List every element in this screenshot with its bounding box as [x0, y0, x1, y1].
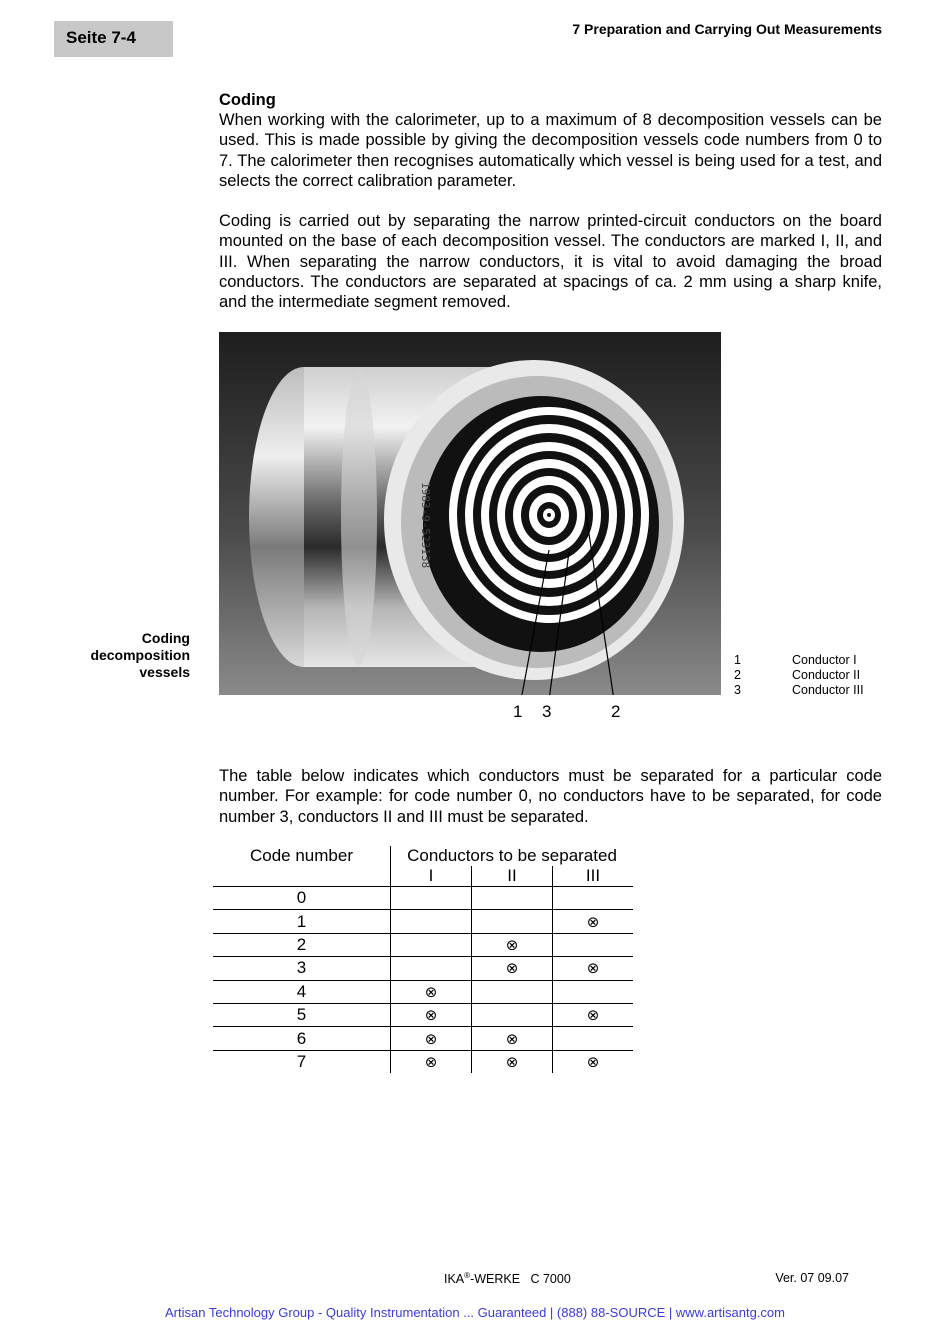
separation-mark-cell — [553, 933, 634, 956]
vessel-photo-illustration — [219, 332, 721, 695]
pointer-label-2: 2 — [611, 702, 621, 721]
legend-number: 3 — [734, 682, 741, 697]
code-number-cell: 7 — [296, 1051, 307, 1071]
legend-item — [734, 653, 864, 668]
table-row — [213, 1027, 633, 1050]
figure-legend — [734, 653, 864, 697]
legend-item — [734, 683, 864, 698]
legend-label: Conductor III — [792, 682, 864, 697]
separation-mark-cell: ⊗ — [553, 910, 634, 933]
registered-mark: ® — [464, 1271, 471, 1280]
chapter-title: 7 Preparation and Carrying Out Measurements — [572, 21, 882, 37]
separation-mark-cell: ⊗ — [391, 1003, 472, 1026]
footer-model: -WERKE C 7000 — [470, 1272, 571, 1287]
code-number-cell: 6 — [213, 1027, 391, 1050]
table-row — [213, 910, 633, 933]
paragraph-procedure: Coding is carried out by separating the narrow printed-circuit conductors on the board mounted on the base of each decomposition vessel. The conductors are marked I, II, and III. When separating the narrow conductors, it is vital to avoid damaging the broad conductors. The conductors are separated at spacings of ca. 2 mm using a sharp knife, and the intermediate segment removed. — [219, 212, 882, 312]
paragraph-table-intro: The table below indicates which conductors must be separated for a particular code number. For example: for code number 0, no conductors have to be separated, for code number 3, conductors II and III must be separated. — [219, 767, 882, 826]
page-number-tab: Seite 7-4 — [54, 21, 173, 57]
separation-mark-cell — [553, 887, 634, 910]
legend-label: Conductor II — [792, 667, 861, 682]
legend-label: Conductor I — [792, 653, 857, 667]
separation-mark-cell: ⊗ — [472, 1050, 553, 1073]
coding-table — [213, 846, 633, 1073]
separation-mark-cell — [553, 1027, 634, 1050]
code-number-cell: 3 — [213, 957, 391, 980]
figure-caption-line: Coding — [141, 630, 190, 646]
footer-link[interactable]: Artisan Technology Group - Quality Instrumentation ... Guaranteed | (888) 88-SOURCE | www.artisantg.com — [165, 1305, 785, 1320]
separation-mark-cell — [391, 887, 472, 910]
separation-mark-cell — [472, 887, 553, 910]
figure-caption-line: decomposition — [90, 647, 190, 663]
separation-mark-cell: ⊗ — [391, 980, 472, 1003]
table-row — [213, 957, 633, 980]
separation-mark-cell — [391, 910, 472, 933]
legend-item — [734, 668, 864, 683]
figure-caption-line: vessels — [139, 664, 190, 680]
separation-mark-cell — [553, 980, 634, 1003]
separation-mark-cell: ⊗ — [472, 957, 553, 980]
vessel-photo — [219, 332, 721, 695]
coding-table-body — [213, 887, 633, 1074]
code-number-cell: 1 — [213, 910, 391, 933]
footer-brand: IKA — [444, 1272, 465, 1287]
footer-product — [444, 1271, 571, 1286]
separation-mark-cell — [472, 980, 553, 1003]
subheader-conductor-ii: II — [472, 866, 553, 887]
legend-number: 1 — [734, 653, 741, 667]
separation-mark-cell: ⊗ — [472, 1027, 553, 1050]
separation-mark-cell: ⊗ — [472, 933, 553, 956]
code-number-cell: 4 — [213, 980, 391, 1003]
separation-mark-cell: ⊗ — [553, 1003, 634, 1026]
table-row — [213, 933, 633, 956]
figure-caption — [30, 630, 190, 681]
pointer-label-3: 3 — [542, 702, 552, 721]
code-number-cell: 5 — [213, 1003, 391, 1026]
paragraph-intro: When working with the calorimeter, up to a maximum of 8 decomposition vessels can be used. This is made possible by giving the decomposition vessels code numbers from 0 to 7. The calorimeter then recognises automatically which vessel is being used for a test, and selects the correct calibration parameter. — [219, 111, 882, 190]
subheader-conductor-iii: III — [553, 866, 634, 887]
column-header-conductors: Conductors to be separated — [391, 846, 634, 866]
engraving-text: 1983-9-523138 — [419, 482, 432, 569]
legend-number: 2 — [734, 667, 741, 682]
code-number-cell: 0 — [213, 887, 391, 910]
separation-mark-cell — [472, 1003, 553, 1026]
code-number-cell: 2 — [213, 933, 391, 956]
separation-mark-cell — [391, 933, 472, 956]
separation-mark-cell: ⊗ — [553, 1050, 634, 1073]
separation-mark-cell — [472, 910, 553, 933]
separation-mark-cell — [391, 957, 472, 980]
footer-version: Ver. 07 09.07 — [775, 1271, 849, 1285]
section-heading: Coding — [219, 91, 276, 109]
table-row — [213, 887, 633, 910]
separation-mark-cell: ⊗ — [391, 1027, 472, 1050]
table-row — [213, 980, 633, 1003]
table-row — [213, 1003, 633, 1026]
separation-mark-cell: ⊗ — [553, 957, 634, 980]
pointer-label-1: 1 — [513, 702, 523, 721]
column-header-code-number: Code number — [249, 846, 353, 865]
separation-mark-cell: ⊗ — [391, 1050, 472, 1073]
table-row — [213, 1050, 633, 1073]
subheader-conductor-i: I — [391, 866, 472, 887]
